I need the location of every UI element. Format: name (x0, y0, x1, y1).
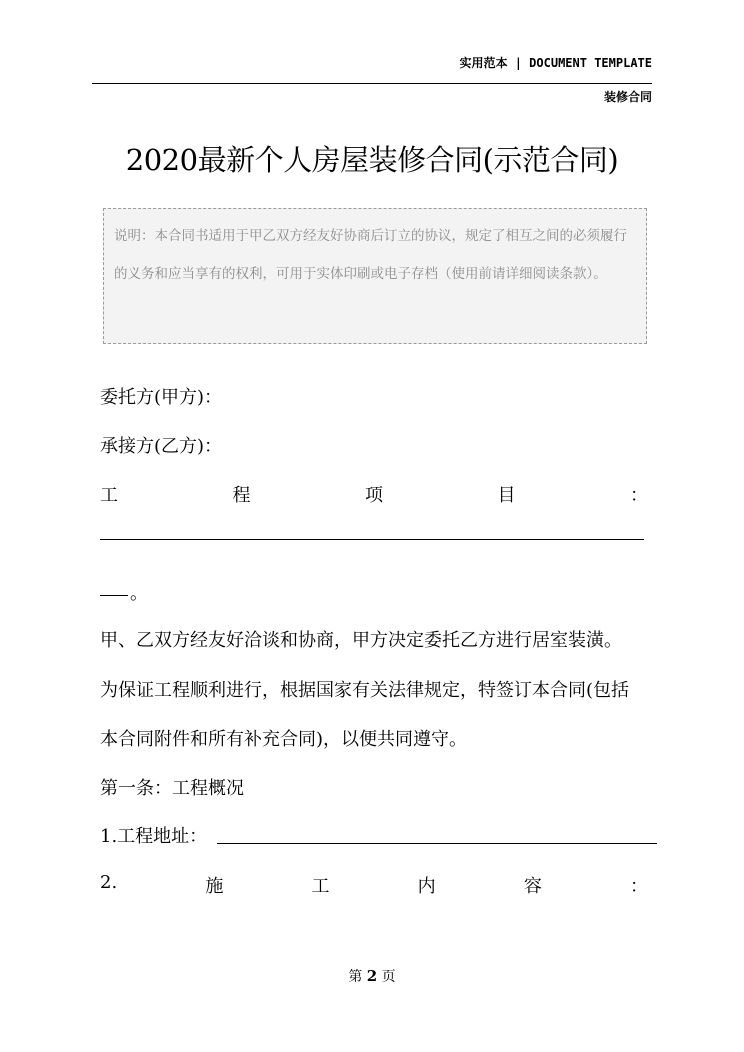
project-line (100, 481, 648, 507)
content-char: ： (629, 876, 648, 897)
footer-prefix: 第 (348, 969, 363, 985)
note-box (103, 208, 647, 344)
body-paragraph-line-1: 甲、乙双方经友好洽谈和协商，甲方决定委托乙方进行居室装潢。 (100, 630, 622, 651)
article-1-heading: 第一条：工程概况 (100, 778, 244, 799)
project-blank-line-end (100, 595, 128, 596)
header-top-label: 实用范本 | DOCUMENT TEMPLATE (459, 56, 652, 70)
note-text: 说明：本合同书适用于甲乙双方经友好协商后订立的协议，规定了相互之间的必须履行的义务和应当享有的权利，可用于实体印刷或电子存档（使用前请详细阅读条款）。 (114, 228, 627, 282)
project-char: ： (630, 485, 648, 506)
party-b-line: 承接方(乙方)： (100, 436, 223, 457)
content-char: 工 (311, 876, 330, 897)
project-char: 项 (365, 485, 383, 506)
page-footer (0, 966, 744, 986)
content-char: 施 (205, 876, 224, 897)
address-label: 1.工程地址： (100, 826, 208, 847)
page-number: 2 (366, 967, 378, 985)
header-divider (92, 83, 652, 84)
project-char: 工 (100, 485, 118, 506)
document-title: 2020最新个人房屋装修合同(示范合同) (125, 143, 619, 177)
content-char: 2. (100, 872, 118, 893)
content-char: 内 (417, 876, 436, 897)
project-char: 目 (497, 485, 516, 506)
party-a-line: 委托方(甲方)： (100, 387, 223, 408)
address-blank-line (217, 843, 657, 844)
content-line (100, 872, 648, 898)
body-paragraph-line-2: 为保证工程顺利进行，根据国家有关法律规定，特签订本合同(包括 (100, 680, 630, 701)
project-line-period: 。 (130, 583, 148, 604)
body-paragraph-line-3: 本合同附件和所有补充合同)，以便共同遵守。 (100, 729, 468, 750)
project-char: 程 (232, 485, 251, 506)
project-blank-line (100, 539, 644, 540)
header-sub-label: 装修合同 (603, 90, 652, 104)
footer-suffix: 页 (381, 969, 396, 985)
content-char: 容 (523, 876, 542, 897)
